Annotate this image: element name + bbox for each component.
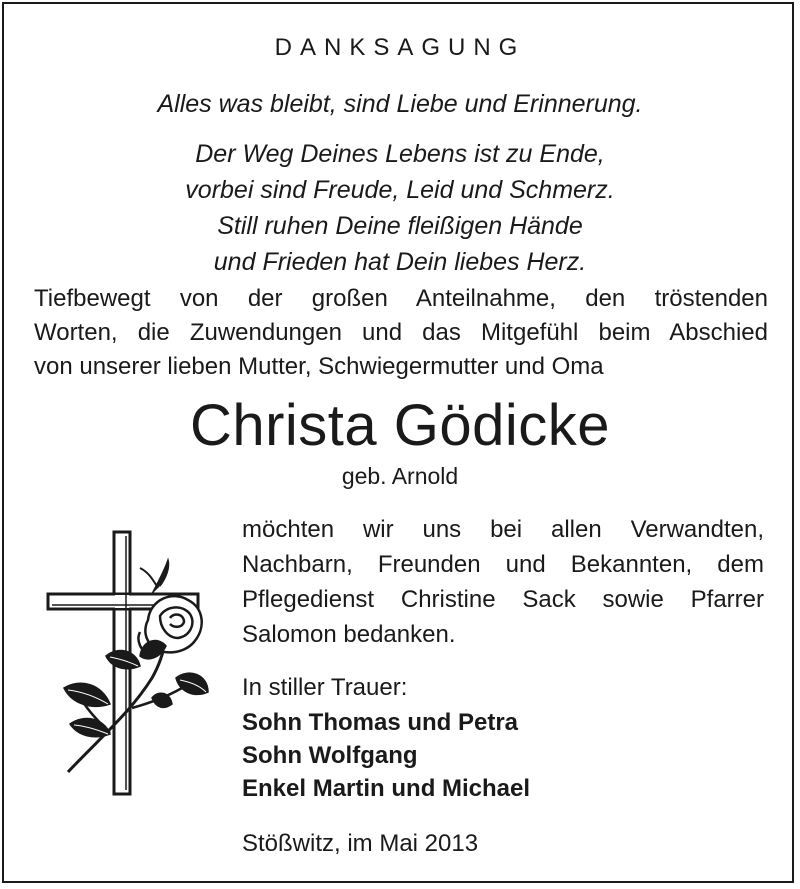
poem — [0, 136, 800, 280]
poem-line: und Frieden hat Dein liebes Herz. — [213, 248, 587, 276]
family-member: Sohn Wolfgang — [242, 742, 418, 769]
motto: Alles was bleibt, sind Liebe und Erinnerung. — [157, 90, 643, 118]
thanks-line: Pflegedienst Christine Sack sowie Pfarrer — [242, 586, 764, 613]
family-member: Sohn Thomas und Petra — [242, 709, 519, 736]
intro-paragraph — [34, 282, 768, 384]
family-member: Enkel Martin und Michael — [242, 775, 531, 802]
thanks-paragraph — [242, 512, 764, 652]
intro-line: von unserer lieben Mutter, Schwiegermutter und Oma — [34, 353, 604, 380]
notice-heading: DANKSAGUNG — [274, 34, 526, 61]
intro-line: Worten, die Zuwendungen und das Mitgefühl beim Abschied — [34, 319, 768, 346]
intro-line: Tiefbewegt von der großen Anteilnahme, den tröstenden — [34, 285, 768, 312]
place-and-date: Stößwitz, im Mai 2013 — [242, 830, 479, 857]
thanks-line: Nachbarn, Freunden und Bekannten, dem — [242, 551, 764, 578]
deceased-name: Christa Gödicke — [189, 393, 611, 458]
cross-with-rose-icon — [40, 528, 220, 798]
maiden-name: geb. Arnold — [341, 463, 459, 489]
family-list — [242, 706, 764, 805]
poem-line: Der Weg Deines Lebens ist zu Ende, — [195, 140, 605, 168]
thanks-line: möchten wir uns bei allen Verwandten, — [242, 516, 764, 543]
poem-line: Still ruhen Deine fleißigen Hände — [217, 212, 583, 240]
poem-line: vorbei sind Freude, Leid und Schmerz. — [185, 176, 615, 204]
thanks-line: Salomon bedanken. — [242, 621, 456, 648]
mourning-line: In stiller Trauer: — [242, 674, 408, 701]
